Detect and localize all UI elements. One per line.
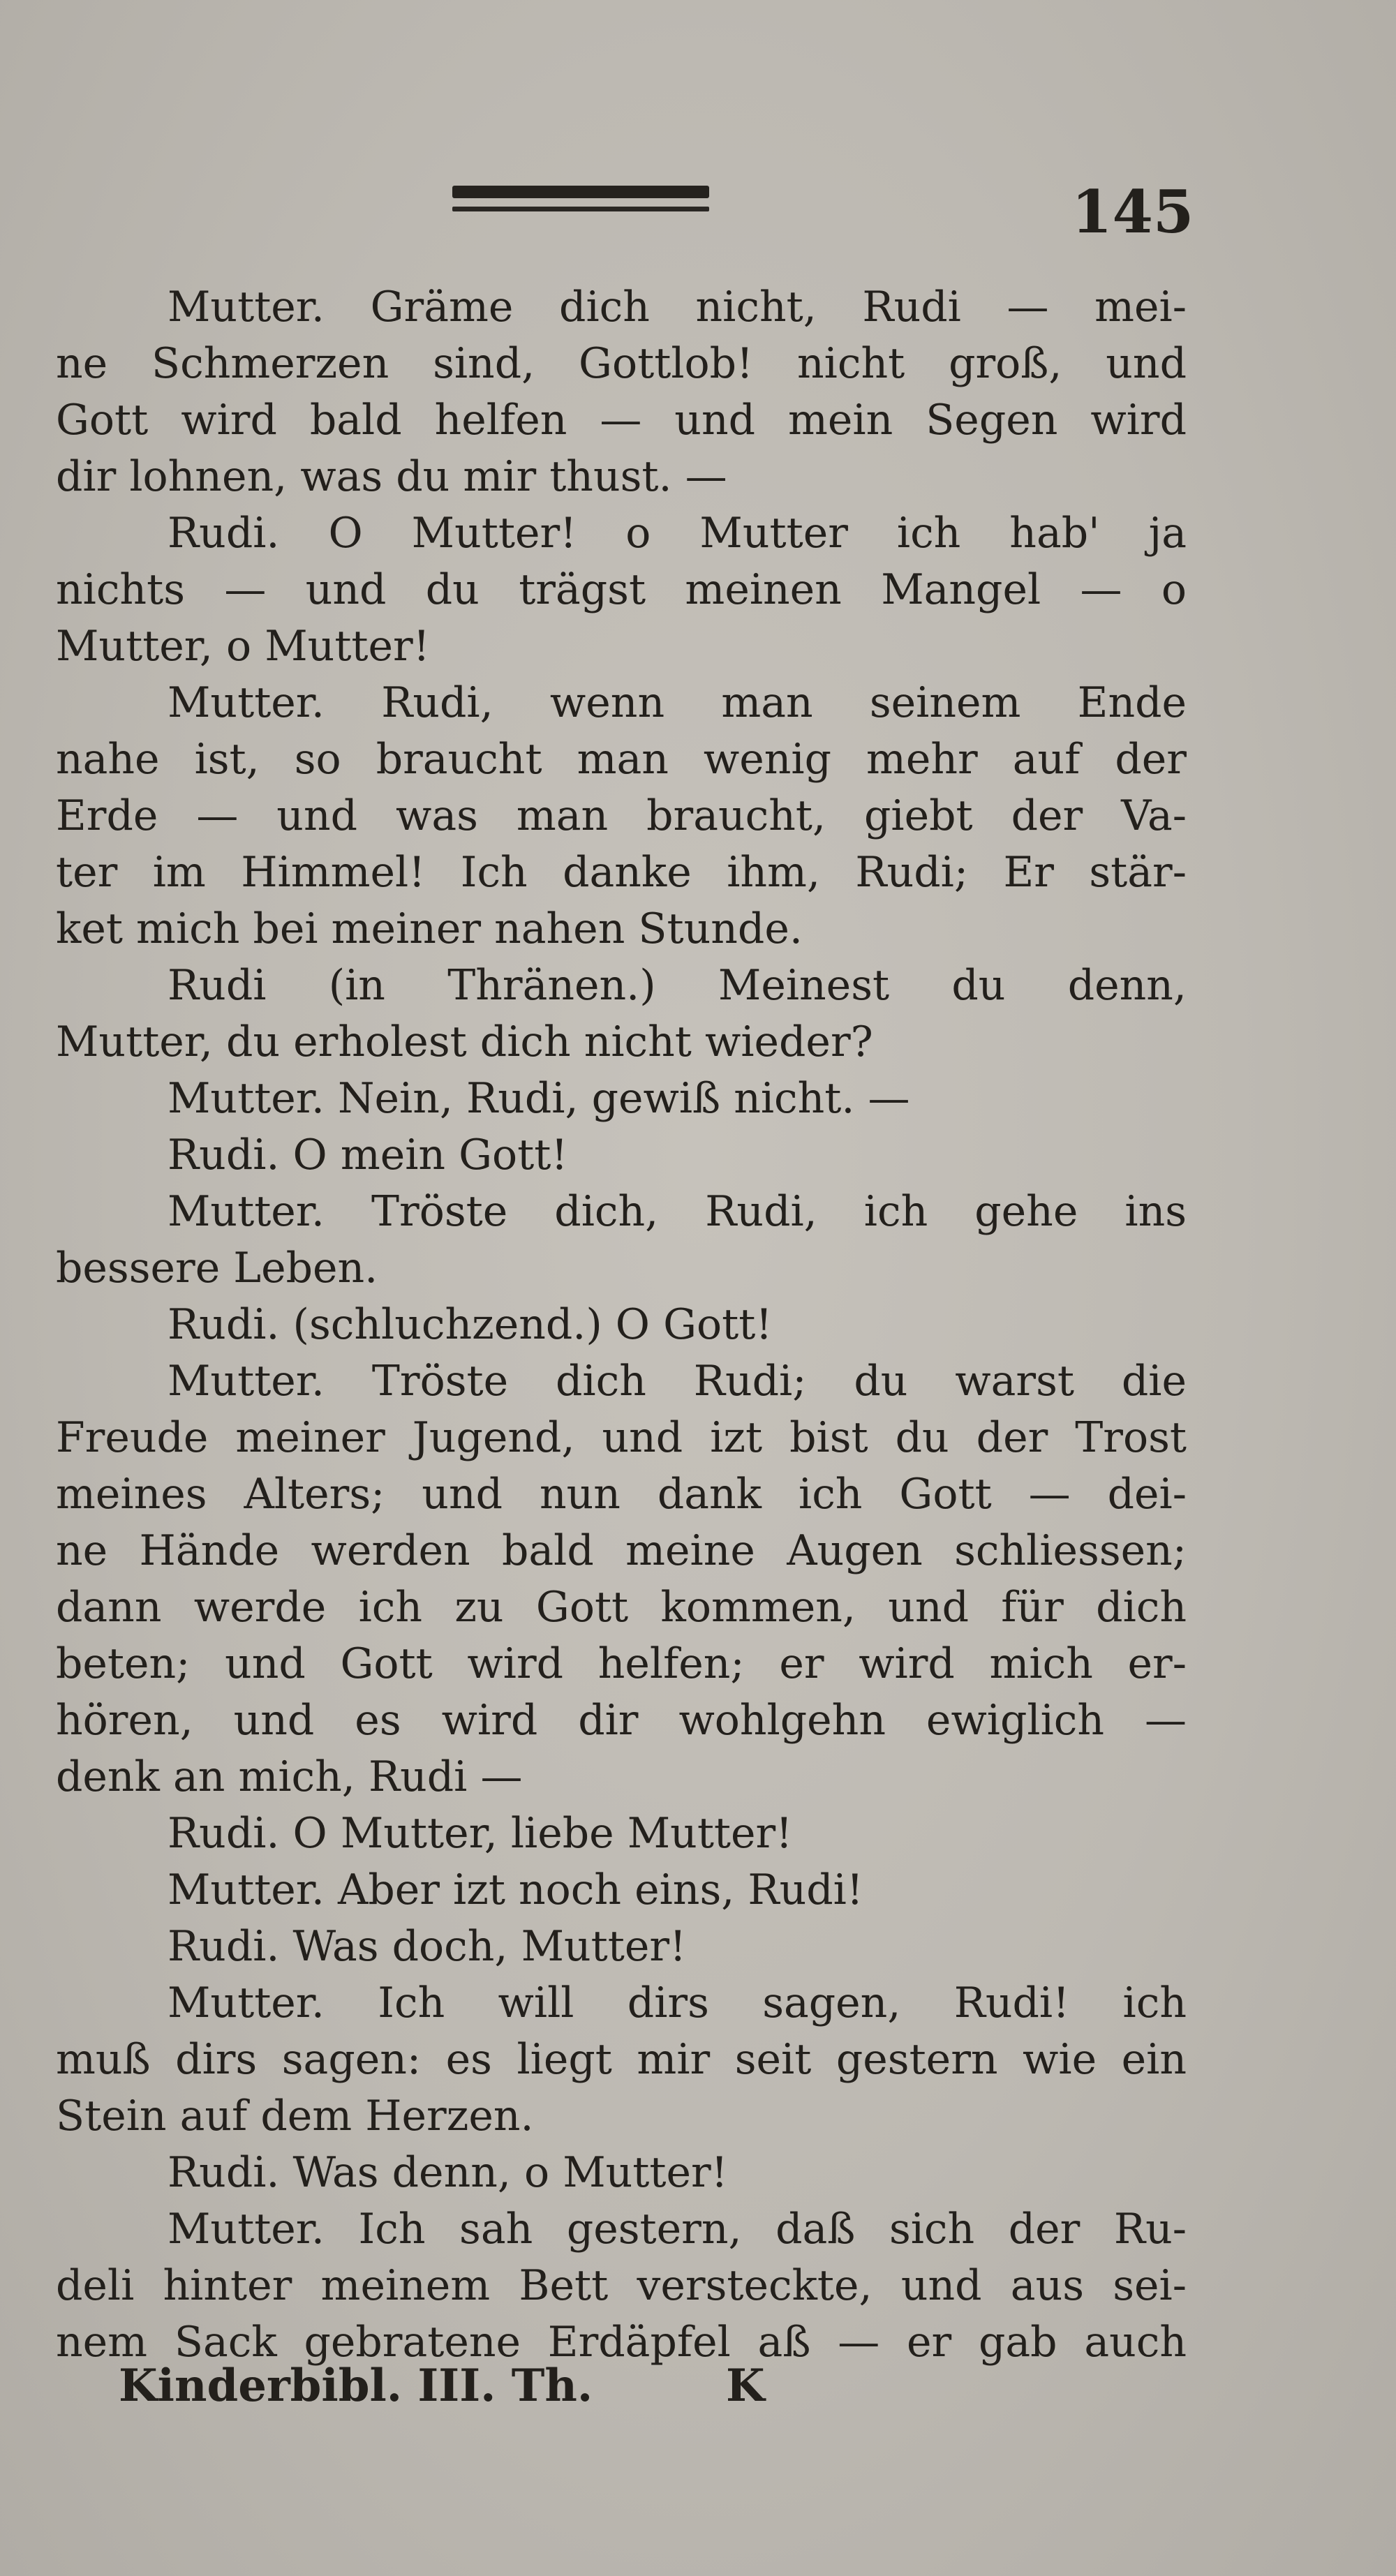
- footer: [119, 2358, 789, 2414]
- text-line: Rudi (in Thränen.) Meinest du denn,: [168, 961, 1187, 1010]
- text-line: nichts — und du trägst meinen Mangel — o: [56, 565, 1187, 614]
- text-line: Rudi. Was denn, o Mutter!: [168, 2148, 728, 2197]
- text-line: Mutter. Nein, Rudi, gewiß nicht. —: [168, 1074, 910, 1123]
- footer-title: Kinderbibl. III. Th.: [119, 2360, 593, 2412]
- text-line: dann werde ich zu Gott kommen, und für dich: [56, 1583, 1187, 1632]
- text-line: beten; und Gott wird helfen; er wird mich er-: [56, 1639, 1187, 1688]
- text-line: Freude meiner Jugend, und izt bist du der Trost: [56, 1413, 1187, 1462]
- text-line: Mutter. Ich sah gestern, daß sich der Ru-: [168, 2205, 1187, 2254]
- text-line: Mutter. Tröste dich, Rudi, ich gehe ins: [168, 1187, 1187, 1236]
- text-line: muß dirs sagen: es liegt mir seit gestern wie ein: [56, 2035, 1187, 2084]
- header-rule: [452, 183, 709, 218]
- text-line: Mutter. Ich will dirs sagen, Rudi! ich: [168, 1979, 1187, 2027]
- text-line: Mutter. Tröste dich Rudi; du warst die: [168, 1357, 1187, 1406]
- text-line: denk an mich, Rudi —: [56, 1752, 523, 1801]
- text-line: Rudi. O Mutter, liebe Mutter!: [168, 1809, 793, 1858]
- text-line: Rudi. (schluchzend.) O Gott!: [168, 1300, 773, 1349]
- text-line: ket mich bei meiner nahen Stunde.: [56, 904, 803, 953]
- text-line: Gott wird bald helfen — und mein Segen wird: [56, 396, 1187, 445]
- text-line: bessere Leben.: [56, 1244, 378, 1293]
- text-line: Mutter, o Mutter!: [56, 622, 430, 671]
- text-line: Rudi. O Mutter! o Mutter ich hab' ja: [168, 509, 1187, 558]
- text-line: Mutter. Aber izt noch eins, Rudi!: [168, 1866, 863, 1914]
- header-rule-thick: [452, 186, 709, 198]
- text-line: ne Hände werden bald meine Augen schliessen;: [56, 1526, 1187, 1575]
- body-text: [56, 279, 1187, 2371]
- text-line: ne Schmerzen sind, Gottlob! nicht groß, und: [56, 339, 1187, 388]
- text-line: Mutter. Gräme dich nicht, Rudi — mei-: [168, 283, 1187, 332]
- text-line: hören, und es wird dir wohlgehn ewiglich —: [56, 1696, 1187, 1745]
- text-line: deli hinter meinem Bett versteckte, und aus sei-: [56, 2261, 1187, 2310]
- text-line: dir lohnen, was du mir thust. —: [56, 452, 727, 501]
- text-line: nahe ist, so braucht man wenig mehr auf der: [56, 735, 1187, 784]
- signature-mark: K: [726, 2360, 765, 2412]
- text-line: nem Sack gebratene Erdäpfel aß — er gab auch: [56, 2318, 1187, 2367]
- text-line: meines Alters; und nun dank ich Gott — dei-: [56, 1470, 1187, 1519]
- text-line: Mutter. Rudi, wenn man seinem Ende: [168, 678, 1187, 727]
- text-line: Stein auf dem Herzen.: [56, 2092, 534, 2141]
- text-line: Erde — und was man braucht, giebt der Va-: [56, 791, 1187, 840]
- header-rule-thin: [452, 207, 709, 211]
- text-line: Rudi. O mein Gott!: [168, 1131, 568, 1179]
- text-line: Mutter, du erholest dich nicht wieder?: [56, 1018, 873, 1066]
- page-number: 145: [1071, 177, 1194, 246]
- text-line: ter im Himmel! Ich danke ihm, Rudi; Er stär-: [56, 848, 1187, 897]
- text-line: Rudi. Was doch, Mutter!: [168, 1922, 687, 1971]
